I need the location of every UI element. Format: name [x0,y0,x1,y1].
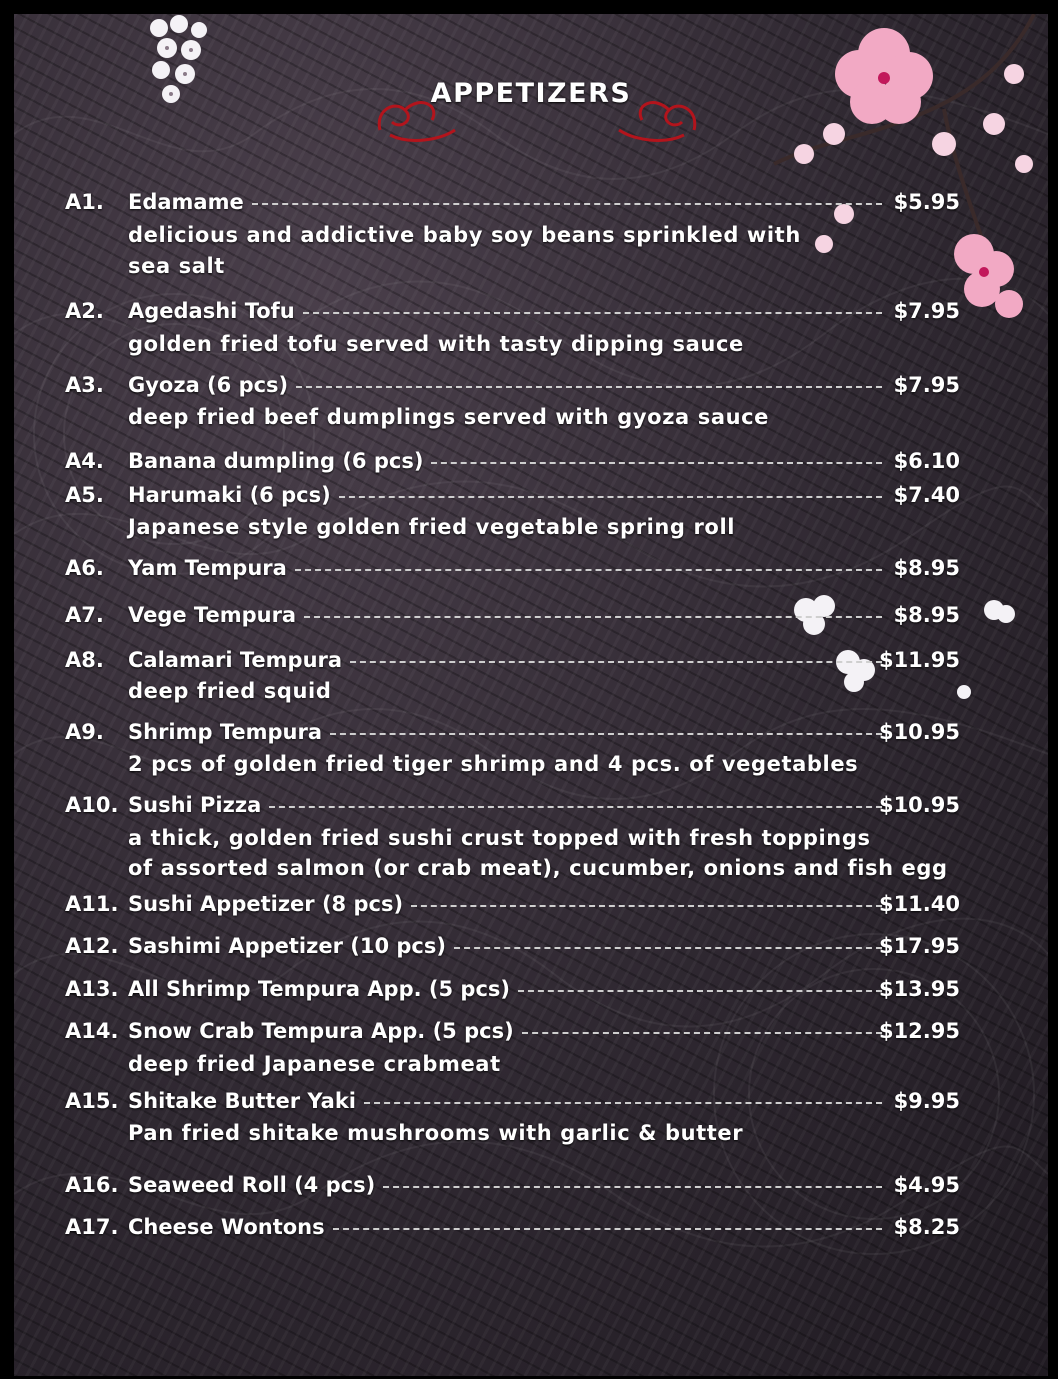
dot-leader [522,1032,882,1034]
item-name: Snow Crab Tempura App. (5 pcs) [128,1019,514,1043]
item-code: A5. [65,483,104,507]
item-description: golden fried tofu served with tasty dipping sauce [128,332,744,356]
item-name: Shitake Butter Yaki [128,1089,356,1113]
item-code: A16. [65,1173,119,1197]
item-price: $8.95 [893,556,960,580]
item-price: $11.95 [878,648,960,672]
item-description: deep fried beef dumplings served with gyoza sauce [128,405,770,429]
dot-leader [364,1102,882,1104]
item-price: $11.40 [878,892,960,916]
item-description: 2 pcs of golden fried tiger shrimp and 4 pcs. of vegetables [128,752,859,776]
dot-leader [350,661,882,663]
dot-leader [411,905,882,907]
item-code: A9. [65,720,104,744]
dot-leader [431,462,882,464]
item-code: A17. [65,1215,119,1239]
item-description: of assorted salmon (or crab meat), cucumber, onions and fish egg [128,856,948,880]
item-name: All Shrimp Tempura App. (5 pcs) [128,977,510,1001]
item-name: Yam Tempura [128,556,287,580]
item-price: $7.95 [893,299,960,323]
item-name: Edamame [128,190,244,214]
item-name: Agedashi Tofu [128,299,295,323]
item-price: $10.95 [878,720,960,744]
dot-leader [296,386,882,388]
dot-leader [339,496,882,498]
item-name: Cheese Wontons [128,1215,325,1239]
item-code: A4. [65,449,104,473]
dot-leader [518,990,882,992]
item-description: a thick, golden fried sushi crust topped with fresh toppings [128,826,871,850]
item-code: A14. [65,1019,119,1043]
dot-leader [252,203,882,205]
item-price: $4.95 [893,1173,960,1197]
item-price: $17.95 [878,934,960,958]
item-name: Shrimp Tempura [128,720,323,744]
page-title: APPETIZERS [430,78,632,109]
item-code: A8. [65,648,104,672]
item-name: Sushi Pizza [128,793,262,817]
item-code: A15. [65,1089,119,1113]
dot-leader [304,616,882,618]
item-name: Sashimi Appetizer (10 pcs) [128,934,446,958]
item-name: Harumaki (6 pcs) [128,483,331,507]
item-price: $5.95 [893,190,960,214]
item-code: A3. [65,373,104,397]
item-description: deep fried squid [128,679,332,703]
item-name: Sushi Appetizer (8 pcs) [128,892,404,916]
dot-leader [330,733,882,735]
cherry-blossom-icon [744,14,1044,334]
item-code: A1. [65,190,104,214]
item-description: sea salt [128,254,225,278]
item-description: deep fried Japanese crabmeat [128,1052,501,1076]
item-price: $10.95 [878,793,960,817]
item-price: $6.10 [893,449,960,473]
item-code: A7. [65,603,104,627]
item-description: Pan fried shitake mushrooms with garlic & butter [128,1121,744,1145]
item-price: $12.95 [878,1019,960,1043]
item-price: $8.25 [893,1215,960,1239]
item-code: A6. [65,556,104,580]
item-name: Banana dumpling (6 pcs) [128,449,424,473]
item-price: $8.95 [893,603,960,627]
item-price: $9.95 [893,1089,960,1113]
dot-leader [295,569,882,571]
dot-leader [269,806,882,808]
item-name: Vege Tempura [128,603,297,627]
item-description: Japanese style golden fried vegetable spring roll [128,515,736,539]
dot-leader [303,312,882,314]
item-code: A11. [65,892,119,916]
item-code: A2. [65,299,104,323]
item-price: $7.40 [893,483,960,507]
dot-leader [333,1228,882,1230]
item-name: Seaweed Roll (4 pcs) [128,1173,376,1197]
item-code: A10. [65,793,119,817]
item-name: Gyoza (6 pcs) [128,373,289,397]
item-price: $13.95 [878,977,960,1001]
item-price: $7.95 [893,373,960,397]
menu-page [14,14,1048,1376]
dot-leader [454,947,882,949]
item-code: A13. [65,977,119,1001]
item-name: Calamari Tempura [128,648,343,672]
dot-leader [383,1186,882,1188]
item-description: delicious and addictive baby soy beans sprinkled with [128,223,801,247]
item-code: A12. [65,934,119,958]
